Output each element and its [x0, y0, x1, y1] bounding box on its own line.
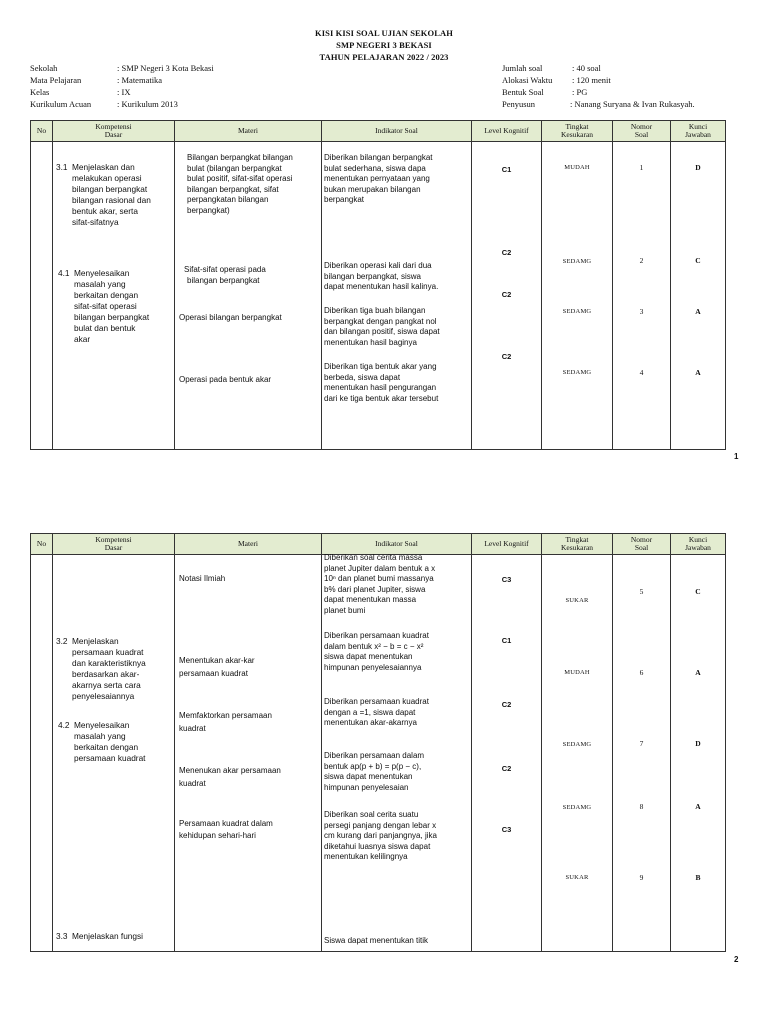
- cell-no: [31, 555, 53, 952]
- tingkat-value: MUDAH: [564, 164, 590, 171]
- cell-nomor: [613, 555, 671, 952]
- kd-line: sifat-sifatnya: [72, 217, 119, 227]
- kd-number: 4.2: [58, 720, 70, 730]
- materi-text: Bilangan berpangkat bilangan bulat (bilangan berpangkat bulat positif, sifat-sifat operasi bilangan berpangkat, sifat perpangkatan bilangan berpangkat): [187, 153, 293, 215]
- nomor-value: 6: [639, 668, 644, 677]
- kunci-value: A: [695, 368, 701, 377]
- tingkat-value: SEDAMG: [562, 804, 592, 811]
- nomor-value: 5: [639, 587, 644, 596]
- nomor-value: 7: [639, 739, 644, 748]
- col-kompetensi: Kompetensi Dasar: [53, 534, 175, 555]
- kd-line: bilangan berpangkat: [74, 312, 150, 322]
- kd-line: berdasarkan akar-: [72, 669, 140, 679]
- table-row: [31, 142, 726, 450]
- school-title: SMP NEGERI 3 BEKASI: [336, 40, 432, 50]
- cell-no: [31, 142, 53, 450]
- cell-materi: [175, 555, 322, 952]
- materi-text: Notasi Ilmiah: [179, 574, 226, 583]
- kd-block: [56, 162, 174, 228]
- year-title: TAHUN PELAJARAN 2022 / 2023: [319, 52, 449, 62]
- materi-text: Memfaktorkan persamaan kuadrat: [179, 711, 272, 733]
- meta-label: Kurikulum Acuan: [30, 99, 92, 109]
- col-materi: Materi: [175, 121, 322, 142]
- tingkat-value: SEDAMG: [562, 741, 592, 748]
- level-value: C3: [501, 575, 512, 584]
- meta-label: Kelas: [30, 87, 50, 97]
- kunci-value: C: [695, 587, 701, 596]
- kd-block: [56, 636, 174, 702]
- indikator-text: Diberikan soal cerita suatu persegi panjang dengan lebar x cm kurang dari panjangnya, jika diketahui luasnya siswa dapat menentukan kelilingnya: [324, 810, 437, 861]
- indikator-text: Diberikan soal cerita massa planet Jupiter dalam bentuk a x 10ⁿ dan planet bumi massanya b% dari planet Jupiter, siswa dapat menentukan massa planet bumi: [324, 553, 436, 615]
- kd-line: penyelesaiannya: [72, 691, 135, 701]
- level-value: C1: [501, 165, 512, 174]
- tingkat-value: SEDAMG: [562, 369, 592, 376]
- kd-line: berkaitan dengan: [74, 742, 139, 752]
- meta-label: Penyusun: [502, 99, 536, 109]
- kd-line: Menjelaskan dan: [72, 162, 135, 172]
- page-number: 1: [734, 452, 739, 461]
- kunci-value: A: [695, 307, 701, 316]
- kd-line: akar: [74, 334, 91, 344]
- tingkat-value: SUKAR: [565, 597, 589, 604]
- page-number: 2: [734, 955, 739, 964]
- level-value: C2: [501, 290, 512, 299]
- indikator-text: Diberikan bilangan berpangkat bulat sederhana, siswa dapa menentukan pernyataan yang bukan merupakan bilangan berpangkat: [324, 153, 433, 204]
- indikator-text: Diberikan operasi kali dari dua bilangan berpangkat, siswa dapat menentukan hasil kalinya.: [324, 261, 439, 291]
- meta-value: : PG: [572, 87, 588, 97]
- kd-line: bilangan rasional dan: [72, 195, 151, 205]
- kunci-value: A: [695, 802, 701, 811]
- doc-title: KISI KISI SOAL UJIAN SEKOLAH: [315, 28, 453, 38]
- kd-number: 3.3: [56, 931, 68, 941]
- meta-value: : Matematika: [117, 75, 163, 85]
- kd-number: 3.2: [56, 636, 68, 646]
- kd-line: Menyelesaikan: [74, 268, 130, 278]
- meta-label: Jumlah soal: [502, 63, 543, 73]
- kd-line: dan karakteristiknya: [72, 658, 146, 668]
- tingkat-value: SEDAMG: [562, 308, 592, 315]
- kunci-value: A: [695, 668, 701, 677]
- cell-indikator: [322, 555, 472, 952]
- col-level: Level Kognitif: [472, 121, 542, 142]
- kd-line: Menjelaskan: [72, 636, 119, 646]
- nomor-value: 2: [639, 256, 644, 265]
- cell-nomor: [613, 142, 671, 450]
- meta-value: : 40 soal: [572, 63, 601, 73]
- table-header-row: [31, 534, 726, 555]
- materi-text: Persamaan kuadrat dalam kehidupan sehari-hari: [179, 819, 273, 840]
- materi-text: Menentukan akar-kar persamaan kuadrat: [179, 656, 255, 678]
- level-value: C1: [501, 636, 512, 645]
- kd-line: berkaitan dengan: [74, 290, 139, 300]
- col-no: No: [31, 121, 53, 142]
- col-indikator: Indikator Soal: [322, 121, 472, 142]
- meta-value: : 120 menit: [572, 75, 611, 85]
- kd-line: bulat dan bentuk: [74, 323, 136, 333]
- kd-block: [58, 268, 174, 345]
- kd-line: persamaan kuadrat: [72, 647, 144, 657]
- nomor-value: 9: [639, 873, 644, 882]
- kd-number: 4.1: [58, 268, 70, 278]
- col-no: No: [31, 534, 53, 555]
- level-value: C2: [501, 352, 512, 361]
- kd-line: melakukan operasi: [72, 173, 142, 183]
- cell-level: [472, 555, 542, 952]
- meta-value: : Kurikulum 2013: [117, 99, 178, 109]
- meta-label: Mata Pelajaran: [30, 75, 82, 85]
- nomor-value: 8: [639, 802, 644, 811]
- meta-value: : Nanang Suryana & Ivan Rukasyah.: [570, 99, 695, 109]
- kd-block: [56, 931, 174, 942]
- col-indikator: Indikator Soal: [322, 534, 472, 555]
- indikator-text: Diberikan tiga buah bilangan berpangkat dengan pangkat nol dan bilangan positif, siswa dapat menentukan hasil baginya: [324, 306, 440, 347]
- cell-kunci: [671, 142, 726, 450]
- col-tingkat: Tingkat Kesukaran: [542, 121, 613, 142]
- col-materi: Materi: [175, 534, 322, 555]
- col-kunci: Kunci Jawaban: [671, 534, 726, 555]
- kd-line: bentuk akar, serta: [72, 206, 138, 216]
- materi-text: Menenukan akar persamaan kuadrat: [179, 766, 281, 788]
- meta-label: Sekolah: [30, 63, 58, 73]
- nomor-value: 1: [639, 163, 644, 172]
- kd-line: bilangan berpangkat: [72, 184, 148, 194]
- kd-line: masalah yang: [74, 731, 126, 741]
- col-kompetensi: Kompetensi Dasar: [53, 121, 175, 142]
- materi-text: Operasi bilangan berpangkat: [179, 313, 282, 322]
- col-level: Level Kognitif: [472, 534, 542, 555]
- nomor-value: 3: [639, 307, 644, 316]
- tingkat-value: MUDAH: [564, 669, 590, 676]
- cell-kunci: [671, 555, 726, 952]
- kd-line: akarnya serta cara: [72, 680, 141, 690]
- indikator-text: Diberikan persamaan dalam bentuk ap(p + b) = p(p − c), siswa dapat menentukan himpunan penyelesaian: [324, 751, 425, 792]
- level-value: C2: [501, 248, 512, 257]
- meta-label: Bentuk Soal: [502, 87, 544, 97]
- kd-number: 3.1: [56, 162, 68, 172]
- tingkat-value: SEDAMG: [562, 258, 592, 265]
- level-value: C3: [501, 825, 512, 834]
- tingkat-value: SUKAR: [565, 874, 589, 881]
- kd-block: [58, 720, 174, 764]
- meta-value: : IX: [117, 87, 131, 97]
- materi-text: Sifat-sifat operasi pada bilangan berpangkat: [184, 265, 266, 285]
- table-row: [31, 555, 726, 952]
- col-nomor: Nomor Soal: [613, 121, 671, 142]
- indikator-text: Diberikan tiga bentuk akar yang berbeda, siswa dapat menentukan hasil pengurangan dari ke tiga bentuk akar tersebut: [324, 362, 439, 403]
- cell-tingkat: [542, 555, 613, 952]
- kd-line: masalah yang: [74, 279, 126, 289]
- col-kunci: Kunci Jawaban: [671, 121, 726, 142]
- kd-line: sifat-sifat operasi: [74, 301, 137, 311]
- cell-materi: [175, 142, 322, 450]
- kd-line: Menyelesaikan: [74, 720, 130, 730]
- indikator-text: Diberikan persamaan kuadrat dalam bentuk x² − b = c − x² siswa dapat menentukan himpunan penyelesaiannya: [324, 631, 429, 672]
- table-header-row: [31, 121, 726, 142]
- kunci-value: D: [695, 163, 701, 172]
- indikator-text: Diberikan persamaan kuadrat dengan a =1, siswa dapat menentukan akar-akarnya: [324, 697, 429, 727]
- level-value: C2: [501, 764, 512, 773]
- cell-tingkat: [542, 142, 613, 450]
- kd-line: Menjelaskan fungsi: [72, 931, 144, 941]
- kisi-table-page2: [30, 533, 726, 952]
- kunci-value: B: [695, 873, 701, 882]
- kunci-value: D: [695, 739, 701, 748]
- cell-kompetensi: [53, 555, 175, 952]
- cell-indikator: [322, 142, 472, 450]
- cell-kompetensi: [53, 142, 175, 450]
- cell-level: [472, 142, 542, 450]
- nomor-value: 4: [639, 368, 644, 377]
- level-value: C2: [501, 700, 512, 709]
- col-tingkat: Tingkat Kesukaran: [542, 534, 613, 555]
- kd-line: persamaan kuadrat: [74, 753, 146, 763]
- indikator-text: Siswa dapat menentukan titik: [324, 936, 429, 945]
- col-nomor: Nomor Soal: [613, 534, 671, 555]
- meta-label: Alokasi Waktu: [502, 75, 553, 85]
- kunci-value: C: [695, 256, 701, 265]
- meta-value: : SMP Negeri 3 Kota Bekasi: [117, 63, 214, 73]
- materi-text: Operasi pada bentuk akar: [179, 375, 272, 384]
- kisi-table-page1: [30, 120, 726, 450]
